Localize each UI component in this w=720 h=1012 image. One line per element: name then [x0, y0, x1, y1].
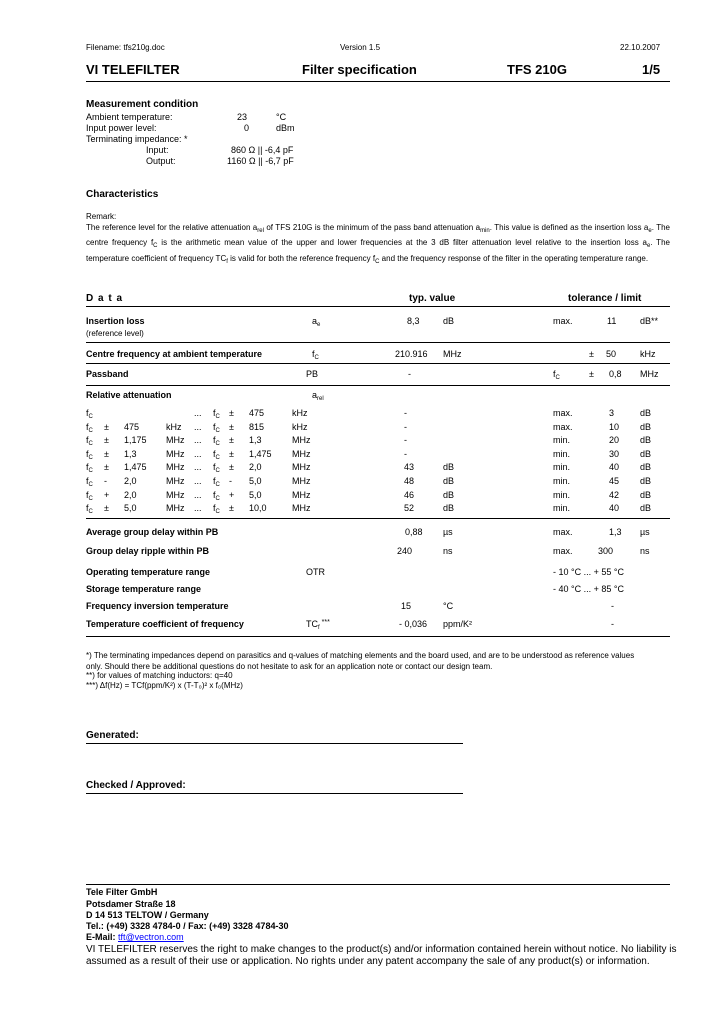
rel-row-u2: MHz [292, 435, 311, 446]
rel-row-limv: 20 [609, 435, 620, 446]
ra-symbol: $a_{rel}$ [312, 390, 324, 402]
pb-fc: $f_C$ [553, 369, 560, 381]
generated-signature-line [86, 743, 463, 744]
footer-phone: Tel.: (+49) 3328 4784-0 / Fax: (+49) 3328 4784-30 [86, 921, 289, 931]
rel-row-lim: min. [553, 503, 571, 514]
rel-row-v2: 10,0 [249, 503, 267, 514]
rel-row-v2: 5,0 [249, 489, 262, 500]
rel-row-pm1: ± [104, 421, 109, 432]
disclaimer-line-1: VI TELEFILTER reserves the right to make changes to the product(s) and/or information contained herein without notice. No liability is [86, 944, 677, 955]
rel-row-v1: 1,475 [124, 462, 147, 473]
rel-row-dots: ... [194, 489, 202, 500]
tcf-unit: ppm/K² [443, 619, 473, 629]
typ-header: typ. value [409, 293, 456, 304]
rel-row-f1: $f_C$ [86, 421, 93, 434]
cf-limit-unit: kHz [640, 349, 656, 359]
cf-unit: MHz [443, 349, 462, 359]
rel-row-typ: 48 [404, 476, 415, 486]
rel-row-u1: MHz [166, 503, 185, 514]
ambient-label: Ambient temperature: [86, 112, 173, 122]
il-symbol: $a_e$ [312, 316, 321, 328]
power-label: Input power level: [86, 123, 157, 133]
footnote-3: ***) Δf(Hz) = TCf(ppm/K²) x (T-T₀)² x f₀(MHz) [86, 681, 243, 690]
rel-row-dots: ... [194, 476, 202, 486]
rel-row-tunit: dB [443, 489, 455, 500]
il-limit-value: 11 [607, 316, 617, 326]
rel-row-typ: - [404, 435, 407, 446]
output-value: 1160 Ω || -6,7 pF [227, 156, 294, 166]
fit-label: Frequency inversion temperature [86, 601, 229, 611]
gdr-typ: 240 [397, 546, 413, 556]
rel-row-pm1: + [104, 489, 110, 500]
rel-row-f2: $f_C$ [213, 448, 220, 461]
rel-row-dots: ... [194, 408, 202, 418]
rel-row-u1: kHz [166, 421, 182, 432]
il-limit-type: max. [553, 316, 573, 326]
rel-row-f2: $f_C$ [213, 476, 220, 488]
rel-row-lim: min. [553, 435, 571, 446]
rel-row-typ: - [404, 421, 407, 432]
row-rule [86, 518, 670, 519]
rel-row-v2: 1,3 [249, 435, 262, 446]
rel-row-pm2: - [229, 476, 232, 486]
rel-row-limv: 40 [609, 503, 620, 514]
passband-label: Passband [86, 369, 129, 379]
agd-label: Average group delay within PB [86, 527, 219, 537]
agd-typ: 0,88 [405, 527, 423, 537]
rel-row-tunit: dB [443, 476, 455, 486]
remark-paragraph: The reference level for the relative attenuation $a_{rel}$ of TFS 210G is the minimum of the pass band attenuation $a_{min}$. This value is defined as the insertion loss $a_e$. The centre frequency $f_C$ is the arithmetic mean value of the upper and lower frequencies at the 3 dB filter attenuation level relative to the insertion loss $a_e$. The temperature coefficient of frequency $TC_f$ is valid for both the reference frequency $f_C$ and the frequency response of the filter in the operating temperature range. [86, 223, 670, 265]
rel-row-typ: 46 [404, 489, 415, 500]
rel-row-f1: $f_C$ [86, 476, 93, 488]
gdr-limit-value: 300 [598, 546, 614, 556]
impedance-label: Terminating impedance: * [86, 134, 188, 144]
rel-row-limv: 42 [609, 489, 620, 500]
rel-row-f1: $f_C$ [86, 503, 93, 516]
rel-row-limu: dB [640, 421, 652, 432]
rel-row-u2: kHz [292, 408, 308, 418]
storage-limit: - 40 °C ... + 85 °C [553, 584, 624, 594]
header-rule [86, 81, 670, 82]
rel-row-limv: 45 [609, 476, 620, 486]
checked-signature-line [86, 793, 463, 794]
rel-row-typ: - [404, 448, 407, 459]
rel-row-pm1: ± [104, 435, 109, 446]
gdr-label: Group delay ripple within PB [86, 546, 210, 556]
rel-row-pm1: ± [104, 503, 109, 514]
rel-row-limu: dB [640, 503, 652, 514]
rel-row-v2: 5,0 [249, 476, 262, 486]
rel-row-u2: MHz [292, 462, 311, 473]
rel-row-lim: max. [553, 421, 573, 432]
rel-row-v1: 5,0 [124, 503, 137, 514]
rel-row-typ: 52 [404, 503, 415, 514]
storage-label: Storage temperature range [86, 584, 202, 594]
checked-label: Checked / Approved: [86, 780, 186, 791]
gdr-limit-type: max. [553, 546, 573, 556]
rel-row-v1: 475 [124, 421, 140, 432]
rel-row-u1: MHz [166, 435, 185, 446]
page-number: 1/5 [642, 62, 661, 77]
il-limit-unit: dB** [640, 316, 659, 326]
rel-row-u1: MHz [166, 462, 185, 473]
rel-row-tunit: dB [443, 503, 455, 514]
rel-row-dots: ... [194, 462, 202, 473]
rel-row-v2: 475 [249, 408, 265, 418]
tol-header: tolerance / limit [568, 293, 642, 304]
row-rule [86, 385, 670, 386]
rel-row-limu: dB [640, 476, 652, 486]
rel-row-u2: MHz [292, 489, 311, 500]
filename: Filename: tfs210g.doc [86, 43, 165, 52]
otr-limit: - 10 °C ... + 55 °C [553, 567, 624, 577]
cf-limit-value: 50 [606, 349, 617, 359]
cf-pm: ± [589, 349, 594, 359]
rel-row-dots: ... [194, 435, 202, 446]
rel-row-pm2: ± [229, 421, 234, 432]
rel-row-f2: $f_C$ [213, 435, 220, 448]
rel-row-lim: min. [553, 476, 571, 486]
ra-label: Relative attenuation [86, 390, 172, 400]
rel-row-limu: dB [640, 489, 652, 500]
row-rule [86, 363, 670, 364]
rel-row-lim: max. [553, 408, 573, 418]
rel-row-v2: 2,0 [249, 462, 262, 473]
rel-row-tunit: dB [443, 462, 455, 473]
rel-row-limu: dB [640, 448, 652, 459]
agd-limit-type: max. [553, 527, 573, 537]
rel-row-v1: 1,3 [124, 448, 137, 459]
rel-row-u2: MHz [292, 476, 311, 486]
rel-row-u2: kHz [292, 421, 308, 432]
rel-row-u1: MHz [166, 489, 185, 500]
tcf-label: Temperature coefficient of frequency [86, 619, 244, 629]
output-label: Output: [146, 156, 176, 166]
rel-row-pm1: - [104, 476, 107, 486]
tcf-symbol: $TC_f$ *** [306, 619, 330, 631]
remark-label: Remark: [86, 212, 117, 221]
pb-typ: - [408, 369, 411, 379]
ambient-unit: °C [276, 112, 287, 122]
data-header: D a t a [86, 293, 124, 304]
rel-row-f2: $f_C$ [213, 503, 220, 516]
rel-row-limv: 3 [609, 408, 615, 418]
rel-row-pm2: + [229, 489, 235, 500]
rel-row-u1: MHz [166, 448, 185, 459]
row-rule [86, 636, 670, 637]
row-rule [86, 342, 670, 343]
footer-city: D 14 513 TELTOW / Germany [86, 910, 209, 920]
tcf-limit: - [611, 619, 614, 629]
rel-row-f1: $f_C$ [86, 462, 93, 475]
rel-row-v1: 2,0 [124, 489, 137, 500]
rel-row-f1: $f_C$ [86, 489, 93, 502]
reference-level-label: (reference level) [86, 329, 144, 338]
pb-symbol: PB [306, 369, 319, 379]
rel-row-u1: MHz [166, 476, 185, 486]
rel-row-lim: min. [553, 489, 571, 500]
pb-unit: MHz [640, 369, 659, 379]
il-unit: dB [443, 316, 455, 326]
rel-row-pm2: ± [229, 435, 234, 446]
footnote-2: **) for values of matching inductors: q=40 [86, 671, 233, 680]
rel-row-u2: MHz [292, 503, 311, 514]
fit-unit: °C [443, 601, 454, 611]
part-number: TFS 210G [507, 62, 567, 77]
doc-title: Filter specification [302, 62, 417, 77]
rel-row-limu: dB [640, 435, 652, 446]
rel-row-f2: $f_C$ [213, 462, 220, 475]
rel-row-pm1: ± [104, 448, 109, 459]
rel-row-typ: 43 [404, 462, 415, 473]
disclaimer-line-2: assumed as a result of their use or application. No rights under any patent accompany the sale of any product(s) or information. [86, 956, 650, 967]
rel-row-pm1: ± [104, 462, 109, 473]
insertion-loss-label: Insertion loss [86, 316, 145, 326]
agd-limit-unit: µs [640, 527, 650, 537]
rel-row-limv: 10 [609, 421, 620, 432]
version: Version 1.5 [340, 43, 381, 52]
rel-row-dots: ... [194, 421, 202, 432]
company-name: VI TELEFILTER [86, 62, 180, 77]
rel-row-limu: dB [640, 408, 652, 418]
cf-label: Centre frequency at ambient temperature [86, 349, 263, 359]
footer-email-row: E-Mail: tft@vectron.com [86, 932, 184, 942]
fit-typ: 15 [401, 601, 412, 611]
rel-row-dots: ... [194, 448, 202, 459]
cf-symbol: $f_C$ [312, 349, 319, 361]
agd-limit-value: 1,3 [609, 527, 622, 537]
rel-row-f1: $f_C$ [86, 435, 93, 448]
email-link[interactable]: tft@vectron.com [118, 932, 184, 942]
footer-rule [86, 884, 670, 885]
input-value: 860 Ω || -6,4 pF [231, 145, 294, 155]
rel-row-limu: dB [640, 462, 652, 473]
rel-row-limv: 30 [609, 448, 620, 459]
agd-unit: µs [443, 527, 453, 537]
rel-row-limv: 40 [609, 462, 620, 473]
table-rule [86, 306, 670, 307]
footnote-1: *) The terminating impedances depend on parasitics and q-values of matching elements and the board used, and are to be understood as reference values only. Should there be additional questions do not hesitate to ask for an application note or contact our design team. [86, 651, 635, 671]
input-label: Input: [146, 145, 169, 155]
rel-row-pm2: ± [229, 503, 234, 514]
date: 22.10.2007 [620, 43, 661, 52]
rel-row-pm2: ± [229, 408, 234, 418]
rel-row-pm2: ± [229, 448, 234, 459]
generated-label: Generated: [86, 730, 139, 741]
rel-row-lim: min. [553, 448, 571, 459]
ambient-value: 23 [237, 112, 248, 122]
cf-typ: 210.916 [395, 349, 428, 359]
rel-row-v2: 1,475 [249, 448, 272, 459]
otr-label: Operating temperature range [86, 567, 211, 577]
rel-row-f1: $f_C$ [86, 408, 93, 420]
gdr-unit: ns [443, 546, 453, 556]
rel-row-pm2: ± [229, 462, 234, 473]
rel-row-lim: min. [553, 462, 571, 473]
rel-row-f1: $f_C$ [86, 448, 93, 461]
rel-row-f2: $f_C$ [213, 408, 220, 420]
rel-row-v1: 1,175 [124, 435, 147, 446]
rel-row-f2: $f_C$ [213, 489, 220, 502]
power-value: 0 [244, 123, 250, 133]
pb-value: 0,8 [609, 369, 622, 379]
fit-limit: - [611, 601, 614, 611]
measurement-title: Measurement condition [86, 99, 199, 110]
gdr-limit-unit: ns [640, 546, 650, 556]
power-unit: dBm [276, 123, 295, 133]
characteristics-title: Characteristics [86, 189, 159, 200]
rel-row-u2: MHz [292, 448, 311, 459]
il-typ: 8,3 [407, 316, 420, 326]
rel-row-v1: 2,0 [124, 476, 137, 486]
rel-row-f2: $f_C$ [213, 421, 220, 434]
pb-pm: ± [589, 369, 594, 379]
otr-symbol: OTR [306, 567, 325, 577]
rel-row-typ: - [404, 408, 407, 418]
rel-row-v2: 815 [249, 421, 265, 432]
rel-row-dots: ... [194, 503, 202, 514]
footer-company: Tele Filter GmbH [86, 887, 158, 897]
footer-street: Potsdamer Straße 18 [86, 899, 176, 909]
tcf-typ: - 0,036 [399, 619, 428, 629]
